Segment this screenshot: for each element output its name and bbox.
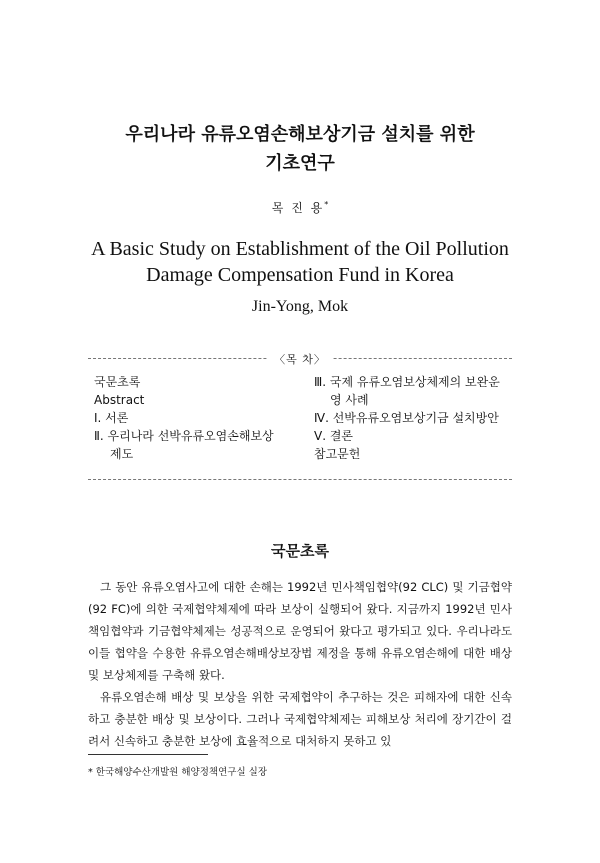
toc-right-column (314, 373, 510, 463)
toc-item: Abstract (94, 393, 145, 407)
toc-heading: 〈목 차〉 (268, 352, 332, 368)
title-line-1: 우리나라 유류오염손해보상기금 설치를 위한 (125, 124, 475, 145)
body-paragraph: 그 동안 유류오염사고에 대한 손해는 1992년 민사책임협약(92 CLC) 및 기금협약(92 FC)에 의한 국제협약체제에 따라 보상이 실행되어 왔다. 지금까지 1992년 민사책임협약과 기금협약체제는 성공적으로 운영되어 왔다고 평가되고 있다. 우리나라도 이들 협약을 수용한 유류오염손해배상보장법 제정을 통해 유류오염손해에 대한 배상 및 보상체제를 구축해 왔다. (88, 580, 512, 682)
author-english: Jin-Yong, Mok (251, 298, 349, 315)
paper-title-korean (40, 120, 560, 178)
title-en-line-1: A Basic Study on Establishment of the Oil Pollution (91, 238, 509, 260)
paper-title-english (40, 236, 560, 288)
toc-item: Ⅰ. 서론 (94, 411, 129, 425)
author-footnote-mark: * (324, 200, 329, 209)
section-heading: 국문초록 (271, 542, 329, 560)
toc-item: 국문초록 (94, 375, 141, 389)
title-en-line-2: Damage Compensation Fund in Korea (146, 264, 454, 286)
author-korean-name: 목 진 용 (271, 201, 325, 215)
toc-heading-wrap (88, 350, 512, 368)
body-paragraph: 유류오염손해 배상 및 보상을 위한 국제협약이 추구하는 것은 피해자에 대한 신속하고 충분한 배상 및 보상이다. 그러나 국제협약체제는 피해보상 처리에 장기간이 걸려서 신속하고 충분한 보상에 효율적으로 대처하지 못하고 있 (88, 690, 512, 748)
abstract-body (88, 576, 512, 752)
footnote: * 한국해양수산개발원 해양정책연구실 실장 (88, 767, 267, 778)
toc-left-column (94, 373, 314, 463)
toc-item-continuation: 제도 (110, 447, 134, 461)
toc-item: Ⅳ. 선박유류오염보상기금 설치방안 (314, 411, 499, 425)
toc-item: Ⅱ. 우리나라 선박유류오염손해보상 (94, 429, 274, 443)
author-korean (0, 199, 600, 216)
toc-item-continuation: 영 사례 (330, 393, 369, 407)
title-line-2: 기초연구 (265, 153, 335, 174)
toc-item: 참고문헌 (314, 447, 361, 461)
toc-item: Ⅴ. 결론 (314, 429, 354, 443)
table-of-contents (88, 353, 512, 480)
footnote-divider (88, 754, 208, 755)
toc-item: Ⅲ. 국제 유류오염보상체제의 보완운 (314, 375, 500, 389)
